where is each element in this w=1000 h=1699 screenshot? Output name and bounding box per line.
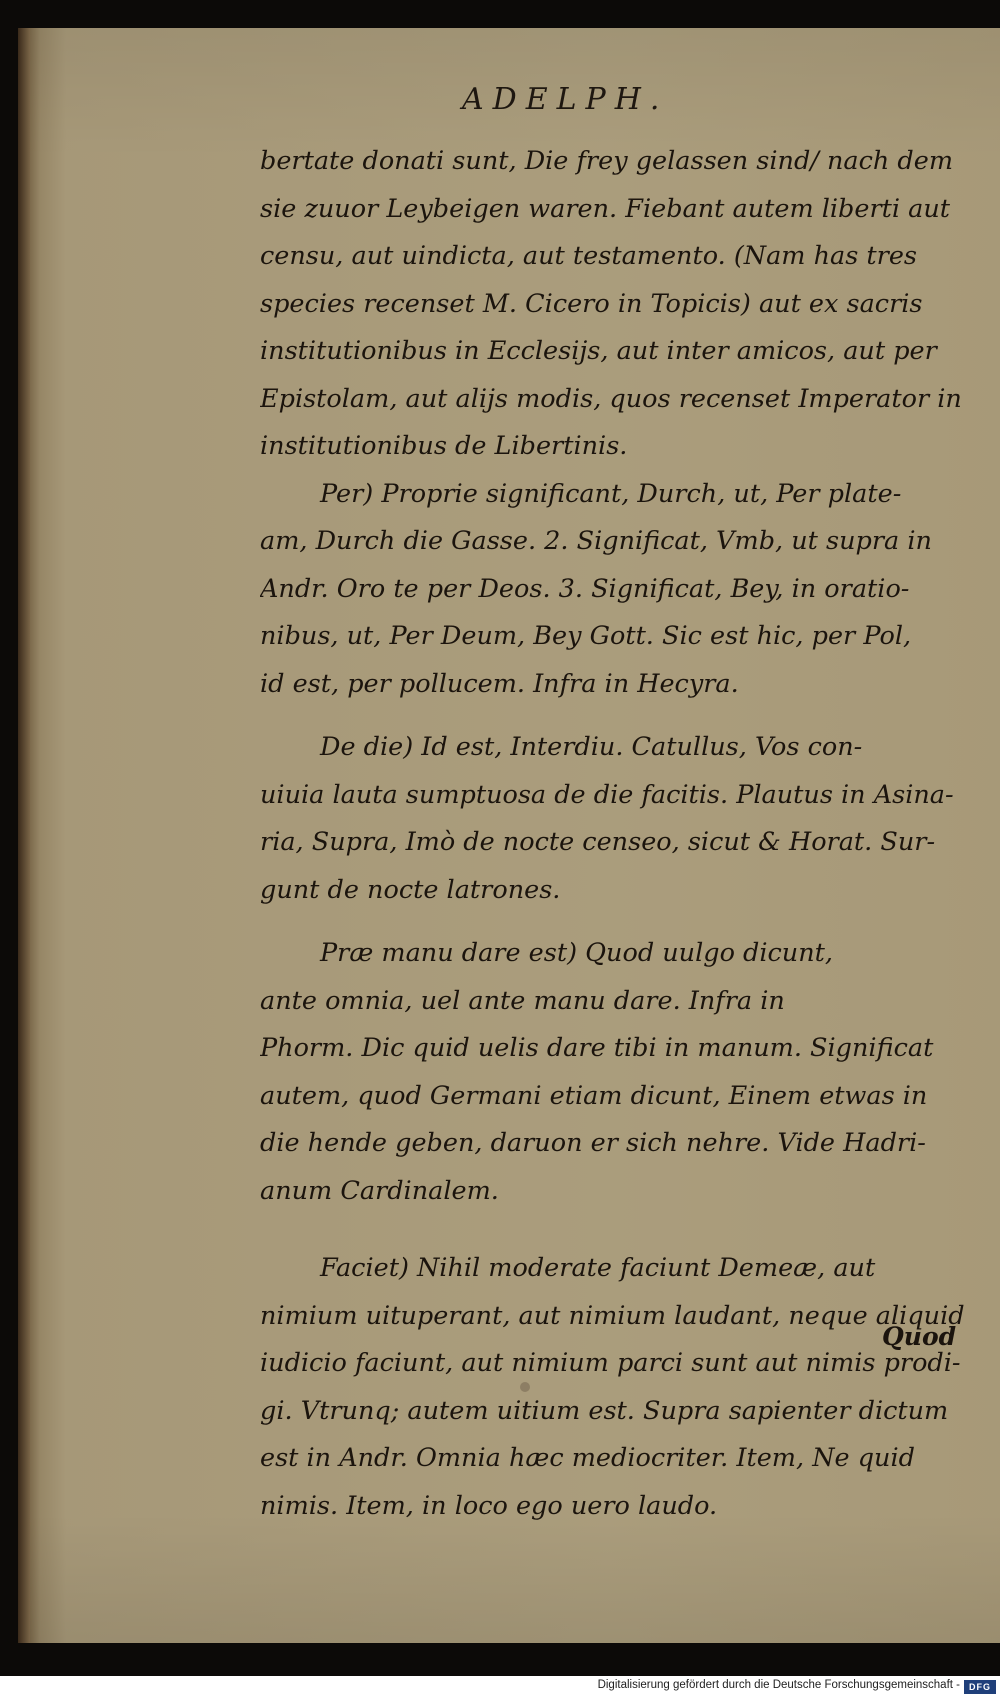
text-line: ante omnia, uel ante manu dare. Infra in: [260, 985, 785, 1016]
digitization-footer: [0, 1676, 1000, 1699]
text-line: nimium uituperant, aut nimium laudant, neque aliquid: [260, 1300, 965, 1331]
paragraph-gap: [260, 708, 980, 724]
text-line: institutionibus in Ecclesijs, aut inter amicos, aut per: [260, 336, 937, 366]
text-line: bertate donati sunt, Die frey gelassen sind/ nach dem: [260, 146, 954, 176]
text-line: nimis. Item, in loco ego uero laudo.: [260, 1490, 718, 1521]
footer-credit: Digitalisierung gefördert durch die Deutsche Forschungsgemeinschaft -: [597, 1679, 960, 1691]
text-line: species recenset M. Cicero in Topicis) aut ex sacris: [260, 288, 923, 319]
main-text: [260, 138, 980, 1530]
page-binding-edge: [18, 28, 30, 1643]
text-line: autem, quod Germani etiam dicunt, Einem etwas in: [260, 1080, 928, 1111]
running-head: ADELPH.: [462, 82, 669, 117]
text-line: nibus, ut, Per Deum, Bey Gott. Sic est hic, per Pol,: [260, 621, 912, 651]
text-line: institutionibus de Libertinis.: [260, 431, 628, 461]
text-line: Per) Proprie significant, Durch, ut, Per plate-: [320, 478, 902, 509]
dfg-logo: DFG: [964, 1680, 996, 1694]
text-line: Phorm. Dic quid uelis dare tibi in manum. Significat: [260, 1033, 934, 1063]
text-line: est in Andr. Omnia hæc mediocriter. Item, Ne quid: [260, 1443, 915, 1473]
text-line: Andr. Oro te per Deos. 3. Significat, Bey, in oratio-: [260, 573, 910, 604]
catchword: Quod: [882, 1322, 957, 1351]
text-line: Faciet) Nihil moderate faciunt Demeæ, aut: [320, 1253, 876, 1283]
text-line: ria, Supra, Imò de nocte censeo, sicut & Horat. Sur-: [260, 827, 936, 857]
text-line: gunt de nocte latrones.: [260, 874, 561, 905]
text-line: censu, aut uindicta, aut testamento. (Nam has tres: [260, 241, 918, 271]
text-line: Præ manu dare est) Quod uulgo dicunt,: [320, 938, 834, 968]
text-line: anum Cardinalem.: [260, 1175, 499, 1206]
text-line: id est, per pollucem. Infra in Hecyra.: [260, 668, 739, 699]
paper-speck: [520, 1382, 530, 1392]
text-line: sie zuuor Leybeigen waren. Fiebant autem liberti aut: [260, 193, 951, 224]
text-line: iudicio faciunt, aut nimium parci sunt aut nimis prodi-: [260, 1348, 961, 1378]
text-line: De die) Id est, Interdiu. Catullus, Vos con-: [320, 732, 863, 762]
text-line: die hende geben, daruon er sich nehre. Vide Hadri-: [260, 1128, 926, 1158]
text-line: uiuia lauta sumptuosa de die facitis. Plautus in Asina-: [260, 779, 954, 810]
text-line: am, Durch die Gasse. 2. Significat, Vmb, ut supra in: [260, 526, 932, 556]
paragraph-gap: [260, 1215, 980, 1245]
text-line: gi. Vtrunq; autem uitium est. Supra sapienter dictum: [260, 1395, 949, 1426]
paragraph-gap: [260, 914, 980, 930]
text-line: Epistolam, aut alijs modis, quos recenset Imperator in: [260, 383, 962, 414]
